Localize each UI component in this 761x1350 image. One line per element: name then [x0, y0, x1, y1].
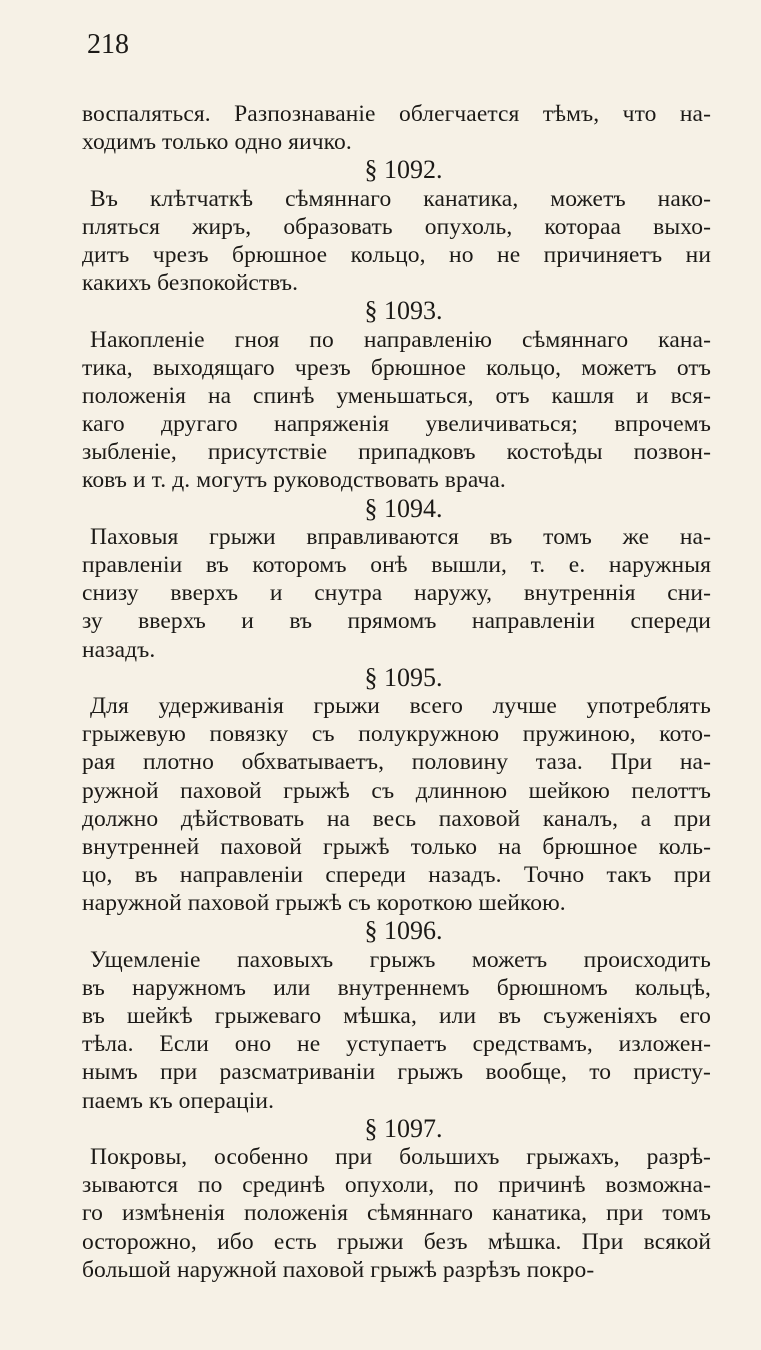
- text-line: наружной паховой грыжѣ съ короткою шейкою.: [82, 890, 566, 917]
- text-line: грыжевую повязку съ полукружною пружиною, кото-: [82, 721, 711, 748]
- text-line: каго другаго напряженія увеличиваться; впрочемъ: [82, 411, 711, 438]
- text-line: нымъ при разсматриваніи грыжъ вообще, то присту-: [82, 1059, 711, 1086]
- text-line: зу вверхъ и въ прямомъ направленіи спереди: [82, 608, 711, 635]
- paragraph: [82, 185, 711, 298]
- text-line: ковъ и т. д. могутъ руководствовать врача.: [82, 467, 506, 494]
- text-line: правленіи въ которомъ онѣ вышли, т. е. наружныя: [82, 552, 711, 578]
- text-line: назадъ.: [82, 636, 156, 663]
- text-line: Для удерживанія грыжи всего лучше употреблять: [90, 692, 711, 719]
- text-line: ружной паховой грыжѣ съ длинною шейкою пелоттъ: [82, 777, 711, 804]
- text-line: го измѣненія положенія сѣмяннаго канатика, при томъ: [82, 1200, 711, 1227]
- text-line: снизу вверхъ и снутра наружу, внутреннія сни-: [82, 580, 711, 607]
- text-line: осторожно, ибо есть грыжи безъ мѣшка. При всякой: [82, 1228, 711, 1255]
- text-line: зываются по срединѣ опухоли, по причинѣ возможна-: [82, 1172, 711, 1199]
- text-line: паемъ къ операціи.: [82, 1087, 275, 1114]
- text-line: должно дѣйствовать на весь паховой каналъ, а при: [82, 805, 711, 832]
- text-line: внутренней паховой грыжѣ только на брюшное коль-: [82, 833, 711, 860]
- text-line: рая плотно обхватываетъ, половину таза. При на-: [82, 749, 711, 776]
- text-line: какихъ безпокойствъ.: [82, 270, 299, 297]
- text-line: въ шейкѣ грыжеваго мѣшка, или въ съуженіяхъ его: [82, 1003, 711, 1029]
- text-line: цо, въ направленіи спереди назадъ. Точно такъ при: [82, 862, 711, 889]
- text-line: положенія на спинѣ уменьшаться, отъ кашля и вся-: [82, 382, 711, 409]
- text-line: дитъ чрезъ брюшное кольцо, но не причиняетъ ни: [82, 241, 711, 268]
- text-line: Ущемленіе паховыхъ грыжъ можетъ происходить: [90, 946, 711, 973]
- section-heading: § 1095.: [364, 662, 443, 692]
- paragraph: [82, 692, 711, 918]
- paragraph: [82, 326, 711, 495]
- paragraph: [82, 946, 711, 1115]
- text-line: Покровы, особенно при большихъ грыжахъ, разрѣ-: [90, 1143, 711, 1170]
- text-line: Паховыя грыжи вправливаются въ томъ же на-: [90, 523, 711, 550]
- text-line: пляться жиръ, образовать опухоль, котораа выхо-: [82, 213, 711, 240]
- text-line: ходимъ только одно яичко.: [82, 129, 352, 156]
- section-heading: § 1093.: [364, 296, 443, 326]
- text-line: тѣла. Если оно не уступаетъ средствамъ, изложен-: [82, 1031, 711, 1058]
- text-line: большой наружной паховой грыжѣ разрѣзъ покро-: [82, 1256, 595, 1283]
- paragraph: [82, 1143, 711, 1284]
- text-line: зыбленіе, присутствіе припадковъ костоѣды позвон-: [82, 439, 711, 466]
- page-body: [82, 100, 711, 1284]
- text-line: въ наружномъ или внутреннемъ брюшномъ кольцѣ,: [82, 974, 711, 1001]
- text-line: Въ клѣтчаткѣ сѣмяннаго канатика, можетъ нако-: [90, 185, 711, 212]
- paragraph: [82, 100, 711, 156]
- section-heading: § 1097.: [364, 1113, 443, 1143]
- text-line: воспаляться. Разпознаваніе облегчается тѣмъ, что на-: [82, 101, 711, 127]
- page-number: 218: [87, 29, 129, 60]
- text-line: Накопленіе гноя по направленію сѣмяннаго кана-: [90, 326, 711, 353]
- text-line: тика, выходящаго чрезъ брюшное кольцо, можетъ отъ: [82, 354, 711, 381]
- section-heading: § 1094.: [364, 493, 443, 523]
- paragraph: [82, 523, 711, 664]
- section-heading: § 1096.: [364, 916, 443, 946]
- section-heading: § 1092.: [364, 155, 443, 185]
